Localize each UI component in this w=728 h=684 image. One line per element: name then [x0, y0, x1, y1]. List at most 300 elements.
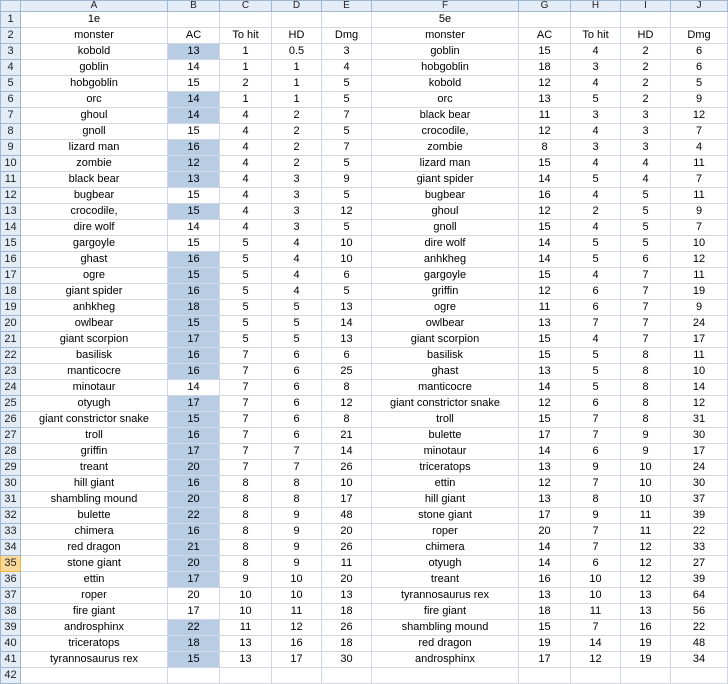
cell-j28[interactable]: 17	[671, 444, 728, 460]
cell-h36[interactable]: 10	[571, 572, 621, 588]
cell-h32[interactable]: 9	[571, 508, 621, 524]
cell-c16[interactable]: 5	[220, 252, 272, 268]
cell-a5[interactable]: hobgoblin	[21, 76, 168, 92]
cell-f6[interactable]: orc	[372, 92, 519, 108]
cell-b35[interactable]: 20	[168, 556, 220, 572]
cell-h27[interactable]: 7	[571, 428, 621, 444]
cell-d18[interactable]: 4	[272, 284, 322, 300]
cell-a3[interactable]: kobold	[21, 44, 168, 60]
cell-e33[interactable]: 20	[322, 524, 372, 540]
cell-a1[interactable]: 1e	[21, 12, 168, 28]
cell-a18[interactable]: giant spider	[21, 284, 168, 300]
cell-e28[interactable]: 14	[322, 444, 372, 460]
cell-i40[interactable]: 19	[621, 636, 671, 652]
cell-a16[interactable]: ghast	[21, 252, 168, 268]
cell-b33[interactable]: 16	[168, 524, 220, 540]
cell-f19[interactable]: ogre	[372, 300, 519, 316]
cell-g11[interactable]: 14	[519, 172, 571, 188]
cell-c14[interactable]: 4	[220, 220, 272, 236]
cell-c7[interactable]: 4	[220, 108, 272, 124]
row-header[interactable]: 13	[1, 204, 21, 220]
cell-j39[interactable]: 22	[671, 620, 728, 636]
cell-i27[interactable]: 9	[621, 428, 671, 444]
cell-h40[interactable]: 14	[571, 636, 621, 652]
cell-c40[interactable]: 13	[220, 636, 272, 652]
cell-c19[interactable]: 5	[220, 300, 272, 316]
row-header[interactable]: 29	[1, 460, 21, 476]
cell-f36[interactable]: treant	[372, 572, 519, 588]
column-header-f[interactable]: F	[372, 1, 519, 12]
cell-f26[interactable]: troll	[372, 412, 519, 428]
cell-a29[interactable]: treant	[21, 460, 168, 476]
cell-h3[interactable]: 4	[571, 44, 621, 60]
cell-g6[interactable]: 13	[519, 92, 571, 108]
cell-h23[interactable]: 5	[571, 364, 621, 380]
cell-h24[interactable]: 5	[571, 380, 621, 396]
cell-j7[interactable]: 12	[671, 108, 728, 124]
row-header[interactable]: 15	[1, 236, 21, 252]
row-header[interactable]: 22	[1, 348, 21, 364]
cell-e1[interactable]	[322, 12, 372, 28]
cell-a15[interactable]: gargoyle	[21, 236, 168, 252]
cell-e29[interactable]: 26	[322, 460, 372, 476]
cell-f13[interactable]: ghoul	[372, 204, 519, 220]
cell-d37[interactable]: 10	[272, 588, 322, 604]
row-header[interactable]: 31	[1, 492, 21, 508]
cell-a37[interactable]: roper	[21, 588, 168, 604]
cell-j37[interactable]: 64	[671, 588, 728, 604]
cell-g3[interactable]: 15	[519, 44, 571, 60]
row-header[interactable]: 5	[1, 76, 21, 92]
cell-h26[interactable]: 7	[571, 412, 621, 428]
row-header[interactable]: 17	[1, 268, 21, 284]
cell-b32[interactable]: 22	[168, 508, 220, 524]
cell-f24[interactable]: manticocre	[372, 380, 519, 396]
column-header-i[interactable]: I	[621, 1, 671, 12]
cell-a36[interactable]: ettin	[21, 572, 168, 588]
cell-g8[interactable]: 12	[519, 124, 571, 140]
cell-i20[interactable]: 7	[621, 316, 671, 332]
cell-j27[interactable]: 30	[671, 428, 728, 444]
cell-c38[interactable]: 10	[220, 604, 272, 620]
cell-h18[interactable]: 6	[571, 284, 621, 300]
cell-c5[interactable]: 2	[220, 76, 272, 92]
cell-b17[interactable]: 15	[168, 268, 220, 284]
cell-i6[interactable]: 2	[621, 92, 671, 108]
cell-h38[interactable]: 11	[571, 604, 621, 620]
cell-d28[interactable]: 7	[272, 444, 322, 460]
row-header[interactable]: 36	[1, 572, 21, 588]
cell-c9[interactable]: 4	[220, 140, 272, 156]
cell-a25[interactable]: otyugh	[21, 396, 168, 412]
cell-b4[interactable]: 14	[168, 60, 220, 76]
cell-a35[interactable]: stone giant	[21, 556, 168, 572]
cell-b40[interactable]: 18	[168, 636, 220, 652]
row-header[interactable]: 35	[1, 556, 21, 572]
cell-i24[interactable]: 8	[621, 380, 671, 396]
cell-f1[interactable]: 5e	[372, 12, 519, 28]
row-header[interactable]: 38	[1, 604, 21, 620]
cell-i25[interactable]: 8	[621, 396, 671, 412]
cell-j9[interactable]: 4	[671, 140, 728, 156]
cell-j36[interactable]: 39	[671, 572, 728, 588]
cell-c20[interactable]: 5	[220, 316, 272, 332]
cell-d33[interactable]: 9	[272, 524, 322, 540]
cell-j2[interactable]: Dmg	[671, 28, 728, 44]
cell-j13[interactable]: 9	[671, 204, 728, 220]
cell-b15[interactable]: 15	[168, 236, 220, 252]
cell-a11[interactable]: black bear	[21, 172, 168, 188]
cell-d1[interactable]	[272, 12, 322, 28]
cell-j11[interactable]: 7	[671, 172, 728, 188]
cell-c12[interactable]: 4	[220, 188, 272, 204]
cell-d20[interactable]: 5	[272, 316, 322, 332]
cell-d7[interactable]: 2	[272, 108, 322, 124]
cell-h37[interactable]: 10	[571, 588, 621, 604]
cell-g40[interactable]: 19	[519, 636, 571, 652]
cell-a17[interactable]: ogre	[21, 268, 168, 284]
cell-h13[interactable]: 2	[571, 204, 621, 220]
cell-b20[interactable]: 15	[168, 316, 220, 332]
cell-j26[interactable]: 31	[671, 412, 728, 428]
cell-j42[interactable]	[671, 668, 728, 684]
cell-e3[interactable]: 3	[322, 44, 372, 60]
cell-f4[interactable]: hobgoblin	[372, 60, 519, 76]
cell-j38[interactable]: 56	[671, 604, 728, 620]
cell-f37[interactable]: tyrannosaurus rex	[372, 588, 519, 604]
cell-e34[interactable]: 26	[322, 540, 372, 556]
cell-e36[interactable]: 20	[322, 572, 372, 588]
column-header-j[interactable]: J	[671, 1, 728, 12]
cell-e38[interactable]: 18	[322, 604, 372, 620]
cell-h15[interactable]: 5	[571, 236, 621, 252]
cell-c28[interactable]: 7	[220, 444, 272, 460]
cell-f9[interactable]: zombie	[372, 140, 519, 156]
cell-a21[interactable]: giant scorpion	[21, 332, 168, 348]
cell-c39[interactable]: 11	[220, 620, 272, 636]
cell-g9[interactable]: 8	[519, 140, 571, 156]
cell-d34[interactable]: 9	[272, 540, 322, 556]
cell-d41[interactable]: 17	[272, 652, 322, 668]
cell-d21[interactable]: 5	[272, 332, 322, 348]
cell-e41[interactable]: 30	[322, 652, 372, 668]
cell-i10[interactable]: 4	[621, 156, 671, 172]
cell-c11[interactable]: 4	[220, 172, 272, 188]
cell-g41[interactable]: 17	[519, 652, 571, 668]
cell-f25[interactable]: giant constrictor snake	[372, 396, 519, 412]
cell-a40[interactable]: triceratops	[21, 636, 168, 652]
cell-j30[interactable]: 30	[671, 476, 728, 492]
cell-f10[interactable]: lizard man	[372, 156, 519, 172]
cell-d26[interactable]: 6	[272, 412, 322, 428]
cell-b8[interactable]: 15	[168, 124, 220, 140]
row-header[interactable]: 2	[1, 28, 21, 44]
column-header-g[interactable]: G	[519, 1, 571, 12]
cell-b16[interactable]: 16	[168, 252, 220, 268]
cell-g23[interactable]: 13	[519, 364, 571, 380]
cell-a6[interactable]: orc	[21, 92, 168, 108]
cell-g37[interactable]: 13	[519, 588, 571, 604]
cell-b13[interactable]: 15	[168, 204, 220, 220]
cell-a39[interactable]: androsphinx	[21, 620, 168, 636]
cell-b18[interactable]: 16	[168, 284, 220, 300]
cell-h25[interactable]: 6	[571, 396, 621, 412]
cell-c4[interactable]: 1	[220, 60, 272, 76]
row-header[interactable]: 18	[1, 284, 21, 300]
cell-i35[interactable]: 12	[621, 556, 671, 572]
cell-c21[interactable]: 5	[220, 332, 272, 348]
cell-i14[interactable]: 5	[621, 220, 671, 236]
cell-f21[interactable]: giant scorpion	[372, 332, 519, 348]
cell-d38[interactable]: 11	[272, 604, 322, 620]
cell-b37[interactable]: 20	[168, 588, 220, 604]
cell-h4[interactable]: 3	[571, 60, 621, 76]
cell-b2[interactable]: AC	[168, 28, 220, 44]
cell-e11[interactable]: 9	[322, 172, 372, 188]
row-header[interactable]: 23	[1, 364, 21, 380]
cell-c1[interactable]	[220, 12, 272, 28]
cell-c27[interactable]: 7	[220, 428, 272, 444]
cell-g10[interactable]: 15	[519, 156, 571, 172]
cell-g32[interactable]: 17	[519, 508, 571, 524]
column-header-d[interactable]: D	[272, 1, 322, 12]
cell-e37[interactable]: 13	[322, 588, 372, 604]
row-header[interactable]: 30	[1, 476, 21, 492]
cell-j18[interactable]: 19	[671, 284, 728, 300]
cell-b42[interactable]	[168, 668, 220, 684]
cell-d42[interactable]	[272, 668, 322, 684]
cell-h6[interactable]: 5	[571, 92, 621, 108]
cell-i1[interactable]	[621, 12, 671, 28]
cell-b38[interactable]: 17	[168, 604, 220, 620]
cell-f17[interactable]: gargoyle	[372, 268, 519, 284]
cell-i21[interactable]: 7	[621, 332, 671, 348]
cell-f34[interactable]: chimera	[372, 540, 519, 556]
cell-g19[interactable]: 11	[519, 300, 571, 316]
cell-h10[interactable]: 4	[571, 156, 621, 172]
cell-g29[interactable]: 13	[519, 460, 571, 476]
cell-i9[interactable]: 3	[621, 140, 671, 156]
cell-i38[interactable]: 13	[621, 604, 671, 620]
cell-d16[interactable]: 4	[272, 252, 322, 268]
cell-c41[interactable]: 13	[220, 652, 272, 668]
column-header-b[interactable]: B	[168, 1, 220, 12]
cell-d17[interactable]: 4	[272, 268, 322, 284]
cell-g20[interactable]: 13	[519, 316, 571, 332]
cell-d4[interactable]: 1	[272, 60, 322, 76]
row-header[interactable]: 19	[1, 300, 21, 316]
cell-f30[interactable]: ettin	[372, 476, 519, 492]
cell-c8[interactable]: 4	[220, 124, 272, 140]
cell-d29[interactable]: 7	[272, 460, 322, 476]
cell-d31[interactable]: 8	[272, 492, 322, 508]
cell-a2[interactable]: monster	[21, 28, 168, 44]
cell-j32[interactable]: 39	[671, 508, 728, 524]
cell-j6[interactable]: 9	[671, 92, 728, 108]
cell-b22[interactable]: 16	[168, 348, 220, 364]
cell-e8[interactable]: 5	[322, 124, 372, 140]
cell-d12[interactable]: 3	[272, 188, 322, 204]
cell-f29[interactable]: triceratops	[372, 460, 519, 476]
cell-b25[interactable]: 17	[168, 396, 220, 412]
cell-j21[interactable]: 17	[671, 332, 728, 348]
cell-j41[interactable]: 34	[671, 652, 728, 668]
cell-j15[interactable]: 10	[671, 236, 728, 252]
row-header[interactable]: 27	[1, 428, 21, 444]
cell-b11[interactable]: 13	[168, 172, 220, 188]
cell-f7[interactable]: black bear	[372, 108, 519, 124]
cell-g30[interactable]: 12	[519, 476, 571, 492]
cell-c31[interactable]: 8	[220, 492, 272, 508]
cell-g14[interactable]: 15	[519, 220, 571, 236]
cell-f3[interactable]: goblin	[372, 44, 519, 60]
cell-h1[interactable]	[571, 12, 621, 28]
cell-c34[interactable]: 8	[220, 540, 272, 556]
cell-c13[interactable]: 4	[220, 204, 272, 220]
cell-d36[interactable]: 10	[272, 572, 322, 588]
cell-g15[interactable]: 14	[519, 236, 571, 252]
column-header-c[interactable]: C	[220, 1, 272, 12]
cell-j10[interactable]: 11	[671, 156, 728, 172]
row-header[interactable]: 7	[1, 108, 21, 124]
cell-c18[interactable]: 5	[220, 284, 272, 300]
cell-f22[interactable]: basilisk	[372, 348, 519, 364]
cell-i37[interactable]: 13	[621, 588, 671, 604]
cell-g34[interactable]: 14	[519, 540, 571, 556]
cell-d24[interactable]: 6	[272, 380, 322, 396]
cell-i28[interactable]: 9	[621, 444, 671, 460]
cell-b5[interactable]: 15	[168, 76, 220, 92]
cell-g17[interactable]: 15	[519, 268, 571, 284]
row-header[interactable]: 11	[1, 172, 21, 188]
cell-i42[interactable]	[621, 668, 671, 684]
cell-e7[interactable]: 7	[322, 108, 372, 124]
cell-h29[interactable]: 9	[571, 460, 621, 476]
cell-g1[interactable]	[519, 12, 571, 28]
cell-g26[interactable]: 15	[519, 412, 571, 428]
cell-d30[interactable]: 8	[272, 476, 322, 492]
cell-f15[interactable]: dire wolf	[372, 236, 519, 252]
cell-e16[interactable]: 10	[322, 252, 372, 268]
cell-g22[interactable]: 15	[519, 348, 571, 364]
cell-h39[interactable]: 7	[571, 620, 621, 636]
cell-f2[interactable]: monster	[372, 28, 519, 44]
cell-c22[interactable]: 7	[220, 348, 272, 364]
cell-j22[interactable]: 11	[671, 348, 728, 364]
cell-d27[interactable]: 6	[272, 428, 322, 444]
cell-f23[interactable]: ghast	[372, 364, 519, 380]
cell-b23[interactable]: 16	[168, 364, 220, 380]
cell-b28[interactable]: 17	[168, 444, 220, 460]
cell-d10[interactable]: 2	[272, 156, 322, 172]
cell-h7[interactable]: 3	[571, 108, 621, 124]
cell-b31[interactable]: 20	[168, 492, 220, 508]
cell-j29[interactable]: 24	[671, 460, 728, 476]
row-header[interactable]: 20	[1, 316, 21, 332]
cell-f18[interactable]: griffin	[372, 284, 519, 300]
cell-i3[interactable]: 2	[621, 44, 671, 60]
cell-b19[interactable]: 18	[168, 300, 220, 316]
cell-c23[interactable]: 7	[220, 364, 272, 380]
cell-g12[interactable]: 16	[519, 188, 571, 204]
cell-e42[interactable]	[322, 668, 372, 684]
cell-d40[interactable]: 16	[272, 636, 322, 652]
cell-j3[interactable]: 6	[671, 44, 728, 60]
cell-c30[interactable]: 8	[220, 476, 272, 492]
cell-h5[interactable]: 4	[571, 76, 621, 92]
cell-g38[interactable]: 18	[519, 604, 571, 620]
row-header[interactable]: 9	[1, 140, 21, 156]
cell-f32[interactable]: stone giant	[372, 508, 519, 524]
cell-e20[interactable]: 14	[322, 316, 372, 332]
cell-a31[interactable]: shambling mound	[21, 492, 168, 508]
cell-f35[interactable]: otyugh	[372, 556, 519, 572]
cell-a38[interactable]: fire giant	[21, 604, 168, 620]
cell-g39[interactable]: 15	[519, 620, 571, 636]
cell-a4[interactable]: goblin	[21, 60, 168, 76]
cell-a42[interactable]	[21, 668, 168, 684]
cell-f31[interactable]: hill giant	[372, 492, 519, 508]
cell-b3[interactable]: 13	[168, 44, 220, 60]
cell-b27[interactable]: 16	[168, 428, 220, 444]
cell-b24[interactable]: 14	[168, 380, 220, 396]
cell-h19[interactable]: 6	[571, 300, 621, 316]
cell-e30[interactable]: 10	[322, 476, 372, 492]
row-header[interactable]: 32	[1, 508, 21, 524]
cell-e26[interactable]: 8	[322, 412, 372, 428]
cell-c3[interactable]: 1	[220, 44, 272, 60]
cell-e4[interactable]: 4	[322, 60, 372, 76]
row-header[interactable]: 1	[1, 12, 21, 28]
cell-b34[interactable]: 21	[168, 540, 220, 556]
cell-h28[interactable]: 6	[571, 444, 621, 460]
cell-e9[interactable]: 7	[322, 140, 372, 156]
row-header[interactable]: 21	[1, 332, 21, 348]
cell-d14[interactable]: 3	[272, 220, 322, 236]
cell-e2[interactable]: Dmg	[322, 28, 372, 44]
cell-b30[interactable]: 16	[168, 476, 220, 492]
cell-a23[interactable]: manticocre	[21, 364, 168, 380]
cell-g16[interactable]: 14	[519, 252, 571, 268]
select-all-corner[interactable]	[1, 1, 21, 12]
cell-g21[interactable]: 15	[519, 332, 571, 348]
cell-g35[interactable]: 14	[519, 556, 571, 572]
cell-c17[interactable]: 5	[220, 268, 272, 284]
cell-a7[interactable]: ghoul	[21, 108, 168, 124]
cell-a27[interactable]: troll	[21, 428, 168, 444]
cell-b36[interactable]: 17	[168, 572, 220, 588]
cell-d25[interactable]: 6	[272, 396, 322, 412]
cell-j24[interactable]: 14	[671, 380, 728, 396]
cell-c32[interactable]: 8	[220, 508, 272, 524]
cell-e17[interactable]: 6	[322, 268, 372, 284]
cell-h34[interactable]: 7	[571, 540, 621, 556]
cell-d5[interactable]: 1	[272, 76, 322, 92]
cell-a22[interactable]: basilisk	[21, 348, 168, 364]
cell-b12[interactable]: 15	[168, 188, 220, 204]
cell-b41[interactable]: 15	[168, 652, 220, 668]
cell-c35[interactable]: 8	[220, 556, 272, 572]
cell-i16[interactable]: 6	[621, 252, 671, 268]
cell-e15[interactable]: 10	[322, 236, 372, 252]
cell-i4[interactable]: 2	[621, 60, 671, 76]
row-header[interactable]: 12	[1, 188, 21, 204]
cell-j19[interactable]: 9	[671, 300, 728, 316]
cell-i19[interactable]: 7	[621, 300, 671, 316]
cell-i29[interactable]: 10	[621, 460, 671, 476]
cell-h17[interactable]: 4	[571, 268, 621, 284]
cell-b21[interactable]: 17	[168, 332, 220, 348]
